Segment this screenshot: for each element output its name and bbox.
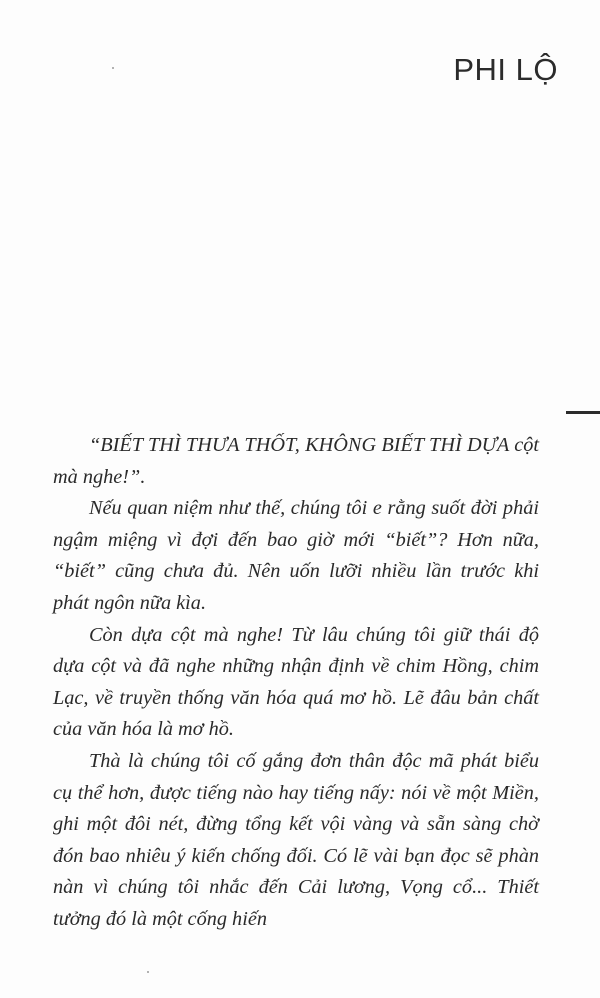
- running-title: PHI LỘ: [453, 52, 558, 87]
- paragraph: Thà là chúng tôi cố gắng đơn thân độc mã phát biểu cụ thể hơn, được tiếng nào hay tiếng nấy: nói về một Miền, ghi một đôi nét, đừng tổng kết vội vàng và sẵn sàng chờ đón bao nhiêu ý kiến chống đối. Có lẽ vài bạn đọc sẽ phàn nàn vì chúng tôi nhắc đến Cải lương, Vọng cổ... Thiết tưởng đó là một cống hiến: [53, 749, 539, 930]
- page-edge-marker: [566, 411, 600, 414]
- paragraph: “BIẾT THÌ THƯA THỐT, KHÔNG BIẾT THÌ DỰA cột mà nghe!”.: [53, 434, 539, 488]
- paragraph: Còn dựa cột mà nghe! Từ lâu chúng tôi giữ thái độ dựa cột và đã nghe những nhận định về chim Hồng, chim Lạc, về truyền thống văn hóa quá mơ hồ. Lẽ đâu bản chất của văn hóa là mơ hồ.: [53, 623, 539, 741]
- paper-speck: [112, 67, 114, 69]
- paper-speck: [147, 971, 149, 973]
- paragraph: Nếu quan niệm như thế, chúng tôi e rằng suốt đời phải ngậm miệng vì đợi đến bao giờ mới “biết”? Hơn nữa, “biết” cũng chưa đủ. Nên uốn lưỡi nhiều lần trước khi phát ngôn nữa kìa.: [53, 497, 539, 614]
- body-text: [53, 430, 539, 936]
